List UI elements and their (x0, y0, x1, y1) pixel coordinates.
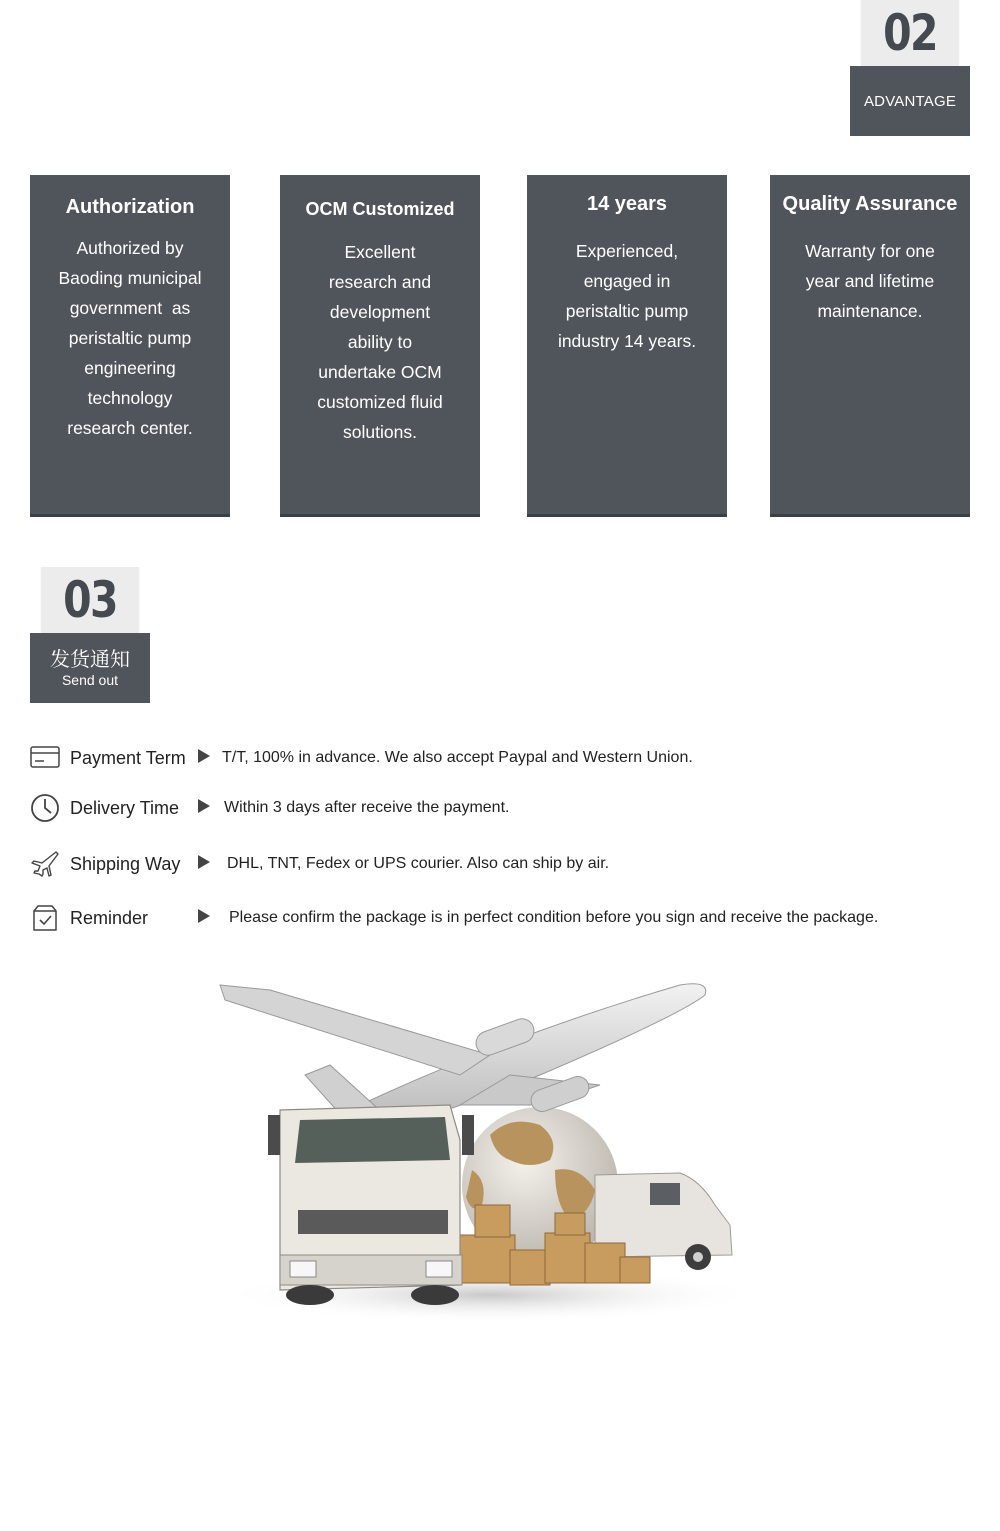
card-body (30, 233, 230, 443)
section-label: ADVANTAGE (850, 66, 970, 136)
info-label: Payment Term (70, 748, 186, 768)
card-line: development (329, 302, 431, 322)
card-line: solutions. (343, 422, 417, 442)
truck-windshield (295, 1117, 450, 1163)
card-line: Warranty for one (805, 241, 935, 261)
truck-headlight (290, 1261, 316, 1277)
advantage-card-quality (770, 175, 970, 517)
card-line: maintenance. (817, 301, 923, 321)
card-title: Quality Assurance (782, 193, 958, 215)
clock-icon (30, 793, 60, 823)
card-line: Excellent (344, 242, 416, 262)
card-title: 14 years (586, 193, 668, 215)
info-row-shipping (30, 846, 970, 882)
info-label: Shipping Way (70, 854, 181, 874)
card-line: government as (69, 298, 191, 318)
card-line: research center. (67, 418, 193, 438)
section-number: 03 (41, 567, 139, 633)
arrow-right-icon (198, 799, 210, 813)
section-label (30, 633, 150, 703)
van-window (650, 1183, 680, 1205)
card-line: undertake OCM (318, 362, 442, 382)
card-line: engineering (84, 358, 176, 378)
info-value: DHL, TNT, Fedex or UPS courier. Also can ship by air. (227, 855, 610, 872)
card-title: Authorization (65, 196, 195, 218)
section-label-en: Send out (61, 672, 119, 688)
section-label-cn: 发货通知 (50, 647, 130, 671)
info-label: Delivery Time (70, 798, 180, 818)
info-value: T/T, 100% in advance. We also accept Paypal and Western Union. (222, 749, 693, 766)
advantage-card-experience (527, 175, 727, 517)
card-line: research and (328, 272, 432, 292)
airplane-icon (30, 849, 60, 879)
card-body (527, 236, 727, 356)
info-row-payment (30, 740, 970, 776)
card-line: peristaltic pump (565, 301, 689, 321)
truck-headlight (426, 1261, 452, 1277)
truck-grille (298, 1210, 448, 1234)
arrow-right-icon (198, 749, 210, 763)
card-line: industry 14 years. (557, 331, 697, 351)
card-line: Baoding municipal (58, 268, 202, 288)
advantage-card-ocm (280, 175, 480, 517)
card-line: technology (87, 388, 173, 408)
info-label: Reminder (70, 908, 149, 928)
card-body (280, 237, 480, 447)
info-row-reminder (30, 900, 970, 936)
section-number: 02 (861, 0, 959, 66)
package-check-icon (30, 903, 60, 933)
advantage-card-authorization (30, 175, 230, 517)
card-line: engaged in (583, 271, 671, 291)
truck-mirror (268, 1115, 280, 1155)
card-line: Authorized by (76, 238, 184, 258)
card-line: ability to (347, 332, 413, 352)
logistics-illustration (210, 965, 770, 1335)
card-title: OCM Customized (305, 199, 455, 219)
advantage-badge (850, 0, 970, 136)
info-row-delivery (30, 790, 970, 826)
card-line: Experienced, (575, 241, 679, 261)
info-value: Please confirm the package is in perfect condition before you sign and receive the package. (229, 909, 879, 926)
truck-mirror (462, 1115, 474, 1155)
info-value: Within 3 days after receive the payment. (224, 799, 510, 816)
truck-wheel (411, 1285, 459, 1305)
card-line: peristaltic pump (68, 328, 192, 348)
card-line: year and lifetime (805, 271, 935, 291)
credit-card-icon (30, 743, 60, 773)
arrow-right-icon (198, 855, 210, 869)
send-out-badge (30, 567, 150, 703)
airplane-wing (220, 985, 490, 1075)
truck-wheel (286, 1285, 334, 1305)
card-body (770, 236, 970, 326)
card-line: customized fluid (317, 392, 443, 412)
arrow-right-icon (198, 909, 210, 923)
